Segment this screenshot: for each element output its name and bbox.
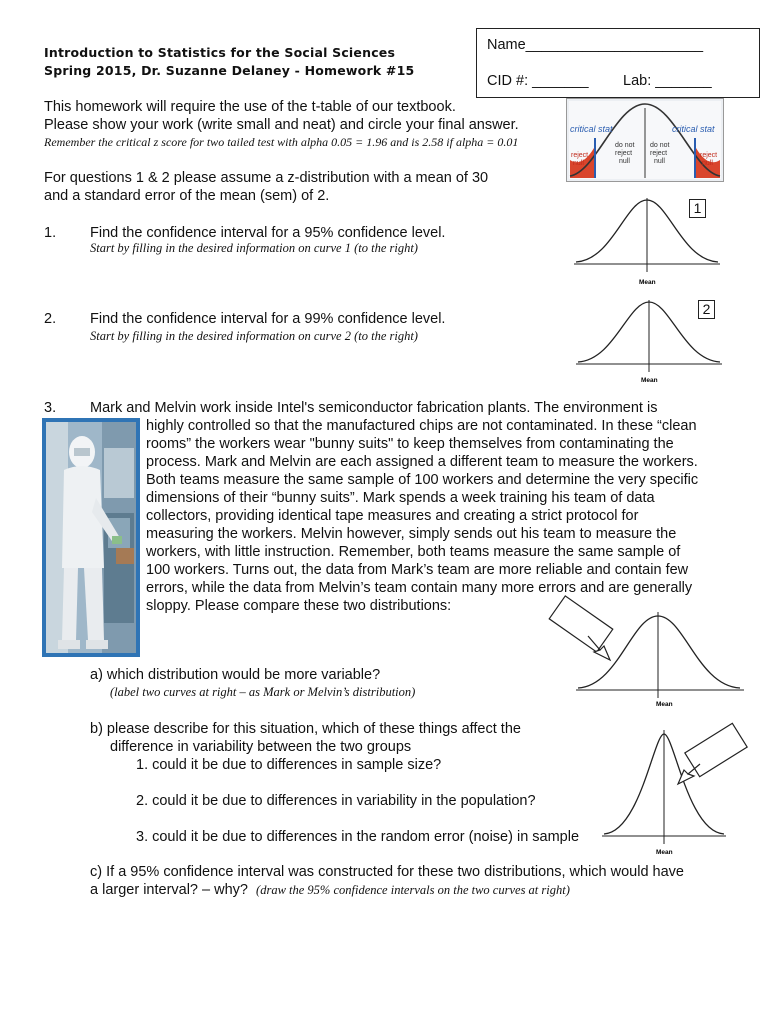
intro-line-1: This homework will require the use of the t-table of our textbook. <box>44 99 456 115</box>
reject-left-1: reject <box>571 152 589 159</box>
q3-line-9: workers, with little instruction. Remember, both teams measure the same sample of <box>146 544 681 560</box>
rejection-region-diagram <box>566 98 724 182</box>
name-box <box>476 28 760 98</box>
cleanroom-worker-photo <box>42 418 140 657</box>
reject-right-2: null <box>702 160 713 167</box>
qb-item-1: 1. could it be due to differences in sample size? <box>136 757 442 773</box>
curve-2-mean-label: Mean <box>641 377 658 384</box>
qa-text: a) which distribution would be more variable? <box>90 667 381 683</box>
qb-item-3: 3. could it be due to differences in the random error (noise) in sample <box>136 829 580 845</box>
qb-line-2: difference in variability between the two groups <box>110 739 412 755</box>
course-subtitle: Spring 2015, Dr. Suzanne Delaney - Homework #15 <box>44 63 415 78</box>
setup-line-1: For questions 1 & 2 please assume a z-distribution with a mean of 30 <box>44 170 489 186</box>
curve-a <box>548 592 748 710</box>
donot-right-3: null <box>654 158 665 165</box>
name-field[interactable]: Name______________________ <box>487 37 704 53</box>
curve-b <box>600 722 750 858</box>
donot-left-2: reject <box>615 150 633 157</box>
qb-line-1: b) please describe for this situation, which of these things affect the <box>90 721 521 737</box>
curve-a-label-box <box>549 596 613 660</box>
cid-field[interactable]: CID #: _______ <box>487 73 589 89</box>
q3-line-2: highly controlled so that the manufactured chips are not contaminated. In these “clean <box>146 418 697 434</box>
curve-1 <box>572 192 722 292</box>
donot-left-1: do not <box>615 142 635 149</box>
critical-stat-left: critical stat <box>570 124 613 134</box>
q3-line-7: collectors, providing identical tape measures and creating a strict protocol for <box>146 508 639 524</box>
intro-reminder: Remember the critical z score for two tailed test with alpha 0.05 = 1.96 and is 2.58 if alpha = 0.01 <box>44 135 519 149</box>
curve-b-label-box <box>678 723 747 784</box>
q2-text: Find the confidence interval for a 99% confidence level. <box>90 311 446 327</box>
q3-number: 3. <box>44 400 57 416</box>
donot-right-1: do not <box>650 142 670 149</box>
qc-hint: (draw the 95% confidence intervals on the two curves at right) <box>256 883 570 897</box>
q3-line-3: rooms” the workers wear "bunny suits" to keep themselves from contaminating the <box>146 436 674 452</box>
q3-line-1: Mark and Melvin work inside Intel's semiconductor fabrication plants. The environment is <box>90 400 658 416</box>
q2-hint: Start by filling in the desired information on curve 2 (to the right) <box>90 329 418 343</box>
qc-line-1: c) If a 95% confidence interval was constructed for these two distributions, which would have <box>90 864 684 880</box>
q2-number: 2. <box>44 311 57 327</box>
q3-line-6: dimensions of their “bunny suits”. Mark spends a week training his team of data <box>146 490 655 506</box>
q3-line-12: sloppy. Please compare these two distributions: <box>146 598 452 614</box>
qb-item-2: 2. could it be due to differences in variability in the population? <box>136 793 536 809</box>
qc-question: a larger interval? – why? <box>90 882 248 898</box>
q1-text: Find the confidence interval for a 95% confidence level. <box>90 225 446 241</box>
critical-stat-right: critical stat <box>672 124 715 134</box>
q3-line-5: Both teams measure the same sample of 100 workers and determine the very specific <box>146 472 699 488</box>
q1-hint: Start by filling in the desired information on curve 1 (to the right) <box>90 241 418 255</box>
q1-number: 1. <box>44 225 57 241</box>
q3-line-8: measuring the workers. Melvin however, simply sends out his team to measure the <box>146 526 677 542</box>
q3-line-4: process. Mark and Melvin are each assigned a different team to measure the workers. <box>146 454 698 470</box>
reject-right-1: reject <box>700 152 718 159</box>
intro-line-2: Please show your work (write small and neat) and circle your final answer. <box>44 117 519 133</box>
q3-line-11: errors, while the data from Melvin’s team contain many more errors and are generally <box>146 580 693 596</box>
curve-a-mean-label: Mean <box>656 701 673 708</box>
reject-left-2: null <box>573 160 584 167</box>
donot-left-3: null <box>619 158 630 165</box>
lab-field[interactable]: Lab: _______ <box>623 73 712 89</box>
curve-2 <box>574 294 724 386</box>
q3-line-10: 100 workers. Turns out, the data from Mark’s team are more reliable and contain few <box>146 562 689 578</box>
curve-b-mean-label: Mean <box>656 849 673 856</box>
curve-2-label: 2 <box>698 300 715 319</box>
course-title: Introduction to Statistics for the Social Sciences <box>44 45 396 60</box>
qc-line-2 <box>90 881 570 899</box>
curve-1-label: 1 <box>689 199 706 218</box>
curve-1-mean-label: Mean <box>639 279 656 286</box>
qa-hint: (label two curves at right – as Mark or Melvin’s distribution) <box>110 685 416 699</box>
donot-right-2: reject <box>650 150 668 157</box>
setup-line-2: and a standard error of the mean (sem) of 2. <box>44 188 330 204</box>
